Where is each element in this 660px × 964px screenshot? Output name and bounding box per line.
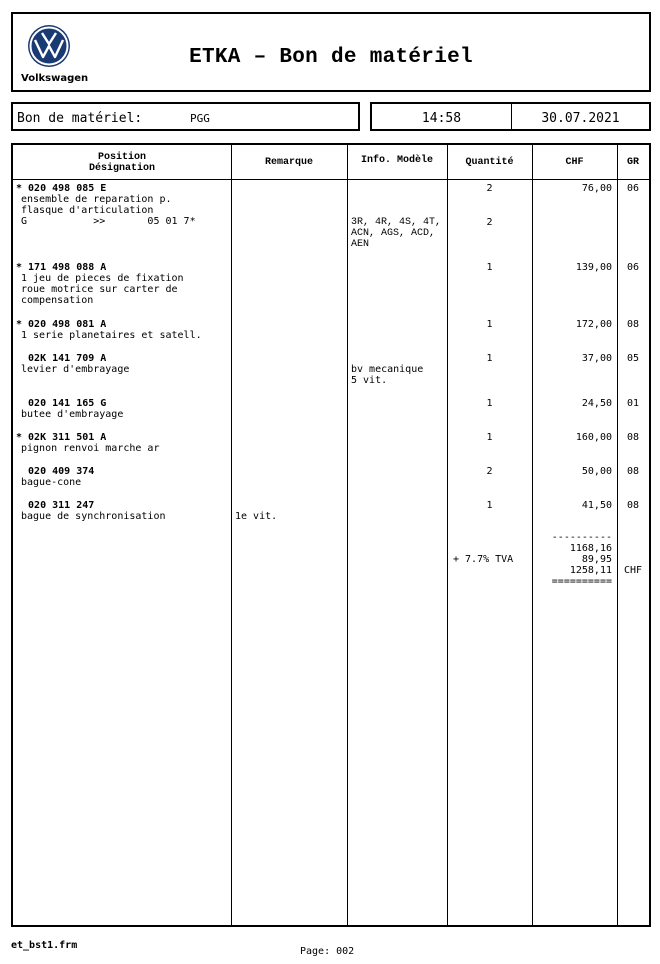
- price: 139,00: [575, 262, 612, 273]
- page-number: Page: 002: [300, 946, 355, 957]
- quantity: 1: [486, 262, 493, 273]
- price: 41,50: [581, 500, 612, 511]
- currency: CHF: [623, 565, 643, 576]
- quantity: 1: [486, 432, 493, 443]
- price: 160,00: [575, 432, 612, 443]
- part-number: * 020 498 081 A: [16, 319, 107, 330]
- group: 06: [626, 183, 640, 194]
- quantity: 2: [486, 466, 493, 477]
- part-designation: pignon renvoi marche ar: [21, 443, 160, 454]
- group: 05: [626, 353, 640, 364]
- price: 24,50: [581, 398, 612, 409]
- column-header-gr: GR: [626, 157, 639, 168]
- part-designation: G >> 05 01 7*: [21, 216, 196, 227]
- column-divider: [231, 145, 232, 925]
- part-number: 020 311 247: [16, 500, 95, 511]
- page-title: ETKA – Bon de matériel: [189, 46, 473, 69]
- part-designation: bague-cone: [21, 477, 82, 488]
- order-date: 30.07.2021: [541, 111, 620, 126]
- remark: 1e vit.: [235, 511, 278, 522]
- part-designation: bague de synchronisation: [21, 511, 166, 522]
- group: 01: [626, 398, 640, 409]
- part-number: 02K 141 709 A: [16, 353, 107, 364]
- parts-table: [11, 143, 651, 927]
- group: 08: [626, 432, 640, 443]
- order-box: [11, 102, 360, 131]
- header-divider: [13, 179, 649, 180]
- quantity: 2: [486, 183, 493, 194]
- part-designation: levier d'embrayage: [21, 364, 130, 375]
- timestamp-box: [370, 102, 651, 131]
- part-designation: roue motrice sur carter de: [21, 284, 178, 295]
- part-designation: compensation: [21, 295, 94, 306]
- totals-rule-bottom: ==========: [551, 576, 612, 587]
- document-header: [11, 12, 651, 92]
- order-value: PGG: [190, 112, 210, 125]
- part-number: * 171 498 088 A: [16, 262, 107, 273]
- price: 76,00: [581, 183, 612, 194]
- column-header-quantite: Quantité: [465, 157, 514, 168]
- price: 37,00: [581, 353, 612, 364]
- group: 06: [626, 262, 640, 273]
- group: 08: [626, 319, 640, 330]
- part-designation: flasque d'articulation: [21, 205, 154, 216]
- totals-rule-top: ----------: [551, 532, 612, 543]
- column-header-remarque: Remarque: [264, 157, 313, 168]
- brand-name: Volkswagen: [21, 73, 89, 84]
- quantity: 1: [486, 319, 493, 330]
- price: 50,00: [581, 466, 612, 477]
- part-designation: 1 serie planetaires et satell.: [21, 330, 202, 341]
- column-header-chf: CHF: [565, 157, 584, 168]
- part-number: 020 409 374: [16, 466, 95, 477]
- column-header-info: Info. Modèle: [360, 155, 433, 166]
- model-info: bv mecanique 5 vit.: [351, 364, 424, 386]
- total: 1258,11: [569, 565, 612, 576]
- part-number: * 020 498 085 E: [16, 183, 107, 194]
- tax-label: + 7.7% TVA: [453, 554, 514, 565]
- column-divider: [347, 145, 348, 925]
- quantity: 1: [486, 398, 493, 409]
- tax-amount: 89,95: [581, 554, 612, 565]
- order-time: 14:58: [421, 111, 462, 126]
- part-designation: ensemble de reparation p.: [21, 194, 172, 205]
- form-name: et_bst1.frm: [11, 940, 78, 951]
- group: 08: [626, 500, 640, 511]
- part-designation: 1 jeu de pieces de fixation: [21, 273, 184, 284]
- column-header-position: Position Désignation: [88, 152, 155, 174]
- quantity: 1: [486, 353, 493, 364]
- part-number: * 02K 311 501 A: [16, 432, 107, 443]
- part-number: 020 141 165 G: [16, 398, 107, 409]
- order-label: Bon de matériel:: [17, 111, 143, 126]
- price: 172,00: [575, 319, 612, 330]
- part-designation: butee d'embrayage: [21, 409, 124, 420]
- model-info: 3R, 4R, 4S, 4T, ACN, AGS, ACD, AEN: [351, 217, 442, 250]
- quantity: 2: [486, 217, 493, 228]
- group: 08: [626, 466, 640, 477]
- subtotal: 1168,16: [569, 543, 612, 554]
- quantity: 1: [486, 500, 493, 511]
